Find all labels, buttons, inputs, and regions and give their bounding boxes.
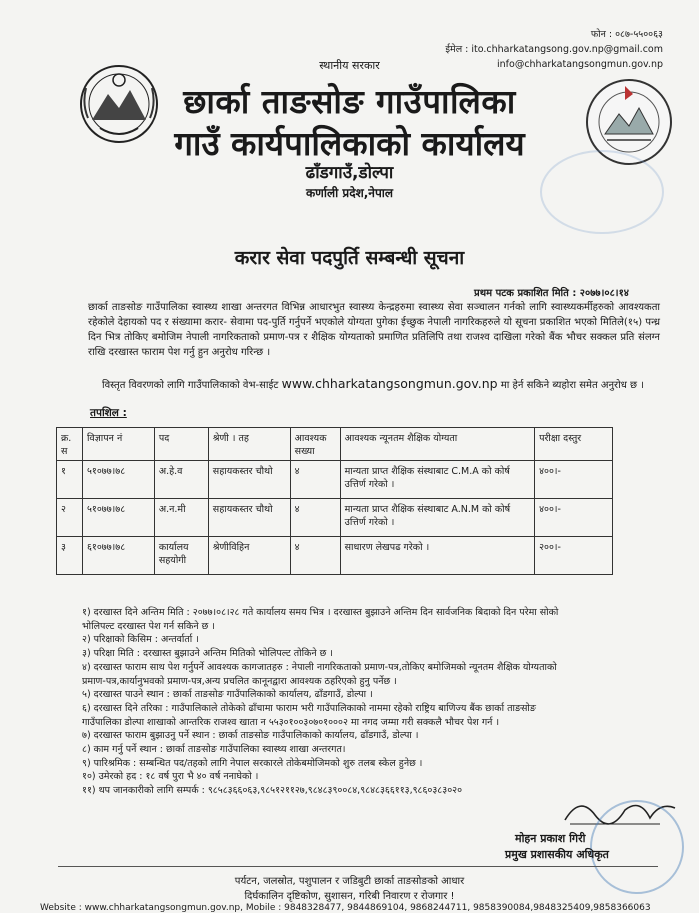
list-item: प्रमाण-पत्र,कार्यानुभवको प्रमाण-पत्र,अन्य प्रचलित कानूनद्वारा आवश्यक ठहरिएको हुनु पर्नेछ । bbox=[82, 675, 397, 687]
signatory-title: प्रमुख प्रशासकीय अधिकृत bbox=[505, 848, 609, 861]
website-line bbox=[102, 376, 644, 391]
table-cell: मान्यता प्राप्त शैक्षिक संस्थाबाट A.N.M को कोर्ष उत्तिर्ण गरेको । bbox=[340, 499, 534, 537]
table-cell: २००।- bbox=[535, 537, 613, 575]
list-item: गाउँपालिका डोल्पा शाखाको आन्तरिक राजश्व खाता न ५५३०१००३०७०१०००२ मा नगद जम्मा गरी सक्कलै भौचर पेश गर्न । bbox=[82, 716, 500, 728]
website-link[interactable]: www.chharkatangsongmun.gov.np bbox=[281, 376, 498, 391]
table-cell: २ bbox=[57, 499, 83, 537]
email-row-1 bbox=[445, 43, 663, 56]
table-row bbox=[57, 461, 613, 499]
list-item: १) दरखास्त दिने अन्तिम मिति : २०७७।०८।२८ गते कार्यालय समय भित्र । दरखास्त बुझाउने अन्तिम दिन सार्वजनिक बिदाको दिन परेमा सोको bbox=[82, 607, 559, 618]
table-header-row bbox=[57, 428, 613, 461]
list-item: ६) दरखास्त दिने तरिका : गाउँपालिकाले तोकेको ढाँचामा फाराम भरी गाउँपालिकाको नाममा रहेको राष्ट्रिय बाणिज्य बैंक छार्का ताङसोङ bbox=[82, 702, 536, 714]
publication-date: प्रथम पटक प्रकाशित मिति : २०७७।०८।१४ bbox=[474, 288, 629, 299]
email-link-1[interactable]: ito.chharkatangsong.gov.np@gmail.com bbox=[471, 44, 663, 55]
table-cell: मान्यता प्राप्त शैक्षिक संस्थाबाट C.M.A को कोर्ष उत्तिर्ण गरेको । bbox=[340, 461, 534, 499]
list-item: ३) परिक्षा मिति : दरखास्त बुझाउने अन्तिम मितिको भोलिपल्ट तोकिने छ । bbox=[82, 648, 333, 660]
table-cell: ३ bbox=[57, 537, 83, 575]
details-heading: तपशिल : bbox=[90, 407, 127, 419]
list-item: ७) दरखास्त फाराम बुझाउनु पर्ने स्थान : छार्का ताङसोङ गाउँपालिकाको कार्यालय, ढाँडगाउँ, डोल्पा । bbox=[82, 730, 419, 742]
table-header-cell: पद bbox=[154, 428, 208, 461]
table-header-cell: क्र. स bbox=[57, 428, 83, 461]
email-label: ईमेल : bbox=[445, 44, 469, 55]
list-item: २) परिक्षाको किसिम : अन्तर्वार्ता । bbox=[82, 634, 199, 646]
local-government-label: स्थानीय सरकार bbox=[319, 59, 380, 72]
table-header-cell: आवश्यक सख्या bbox=[290, 428, 340, 461]
list-item: ४) दरखास्त फाराम साथ पेश गर्नुपर्ने आवश्यक कागजातहरु : नेपाली नागरिकताको प्रमाण-पत्र,तोकिए बमोजिमको न्यूनतम शैक्षिक योग्यताको bbox=[82, 661, 557, 673]
list-item: ८) काम गर्नु पर्ने स्थान : छार्का ताङसोङ गाउँपालिका स्वास्थ्य शाखा अन्तरगत। bbox=[82, 744, 346, 756]
email-link-2[interactable]: info@chharkatangsongmun.gov.np bbox=[497, 59, 663, 70]
table-cell: ५१०७७।७८ bbox=[82, 461, 154, 499]
table-cell: अ.हे.व bbox=[154, 461, 208, 499]
notice-title: करार सेवा पदपुर्ति सम्बन्धी सूचना bbox=[234, 247, 465, 269]
province-name: कर्णाली प्रदेश,नेपाल bbox=[305, 186, 394, 200]
table-cell: कार्यालय सहयोगी bbox=[154, 537, 208, 575]
phone-number: फोन : ०८७-५५००६३ bbox=[590, 29, 663, 40]
municipality-name: छार्का ताङसोङ गाउँपालिका bbox=[183, 82, 516, 121]
office-name: गाउँ कार्यपालिकाको कार्यालय bbox=[174, 124, 525, 163]
list-item: ९) पारिश्रमिक : सम्बन्धित पद/तहको लागि नेपाल सरकारले तोकेबमोजिमको शुरु तलब स्केल हुनेछ । bbox=[82, 757, 423, 769]
list-item: ११) थप जानकारीको लागि सम्पर्क : ९८५८३६६०६३,९८५१२११२७,९८४८३९००८४,९८४८३६६११३,९८६०३८३०२० bbox=[82, 785, 463, 797]
table-header-cell: विज्ञापन नं bbox=[82, 428, 154, 461]
list-item: १०) उमेरको हद : १८ वर्ष पुरा भै ४० वर्ष ननाघेको । bbox=[82, 771, 259, 783]
table-cell: ४ bbox=[290, 537, 340, 575]
office-stamp-watermark bbox=[540, 150, 664, 234]
footer-contact-line: Website : www.chharkatangsongmun.gov.np, Mobile : 9848328477, 9844869104, 9868244711, 9858390084,9848325409,9858366063 bbox=[40, 903, 651, 913]
table-cell: श्रेणीविहिन bbox=[208, 537, 290, 575]
table-cell: सहायकस्तर चौथो bbox=[208, 499, 290, 537]
website-prefix: विस्तृत विवरणको लागि गाउँपालिकाको वेभ-साईट bbox=[102, 380, 279, 391]
signatory-name: मोहन प्रकाश गिरी bbox=[515, 832, 586, 845]
footer-divider bbox=[58, 866, 658, 867]
table-header-cell: श्रेणी । तह bbox=[208, 428, 290, 461]
table-cell: ५१०७७।७८ bbox=[82, 499, 154, 537]
notice-conditions-list bbox=[82, 606, 662, 798]
notice-body-paragraph: छार्का ताङसोङ गाउँपालिका स्वास्थ्य शाखा अन्तरगत विभिन्न आधारभुत स्वास्थ्य केन्द्रहरुमा स्वास्थ्य सेवा सञ्चालन गर्नको लागि स्वास्थ्यकर्मीहरुको आवश्यकता रहेकोले देहायको पद र संख्यामा करार- सेवामा पद-पुर्ति गर्नुपर्ने भएकोले योग्यता पुगेका ईच्छुक नेपाली नागरिकहरुले यो सूचना प्रकाशित भएको मितिले(१५) पन्ध्र दिन भित्र तोकिए बमोजिम नेपाली नागरिकताको प्रमाण-पत्र र शैक्षिक योग्यताको प्रमाणित प्रतिलिपि तथा राजश्व दाखिला गरेको बैंक भौचर सक्कल प्रति संलग्न राखि दरखास्त फाराम पेश गर्नु हुन अनुरोध गरिन्छ । bbox=[88, 302, 660, 358]
footer-slogan-2: दिर्घकालिन दृष्टिकोण, सुशासन, गरिबी निवारण र रोजगार ! bbox=[244, 891, 455, 902]
table-cell: ४००।- bbox=[535, 461, 613, 499]
office-location: ढाँडगाउँ,डोल्पा bbox=[305, 163, 394, 183]
table-row bbox=[57, 537, 613, 575]
table-cell: अ.न.मी bbox=[154, 499, 208, 537]
table-cell: साधारण लेखपढ गरेको । bbox=[340, 537, 534, 575]
vacancy-table bbox=[56, 427, 613, 575]
table-header-cell: परीक्षा दस्तुर bbox=[535, 428, 613, 461]
list-item: भोलिपल्ट दरखास्त पेश गर्न सकिने छ । bbox=[82, 620, 215, 632]
website-suffix: मा हेर्न सकिने ब्यहोरा समेत अनुरोध छ । bbox=[500, 380, 645, 391]
table-cell: ४००।- bbox=[535, 499, 613, 537]
table-cell: ६१०७७।७८ bbox=[82, 537, 154, 575]
table-cell: सहायकस्तर चौथो bbox=[208, 461, 290, 499]
table-cell: ४ bbox=[290, 499, 340, 537]
list-item: ५) दरखास्त पाउने स्थान : छार्का ताङसोङ गाउँपालिकाको कार्यालय, ढाँडगाउँ, डोल्पा । bbox=[82, 689, 373, 701]
table-cell: ४ bbox=[290, 461, 340, 499]
table-cell: १ bbox=[57, 461, 83, 499]
table-header-cell: आवश्यक न्यूनतम शैक्षिक योग्यता bbox=[340, 428, 534, 461]
footer-slogan-1: पर्यटन, जलस्रोत, पशुपालन र जडिबुटी छार्का ताङसोङको आधार bbox=[234, 876, 465, 887]
table-row bbox=[57, 499, 613, 537]
